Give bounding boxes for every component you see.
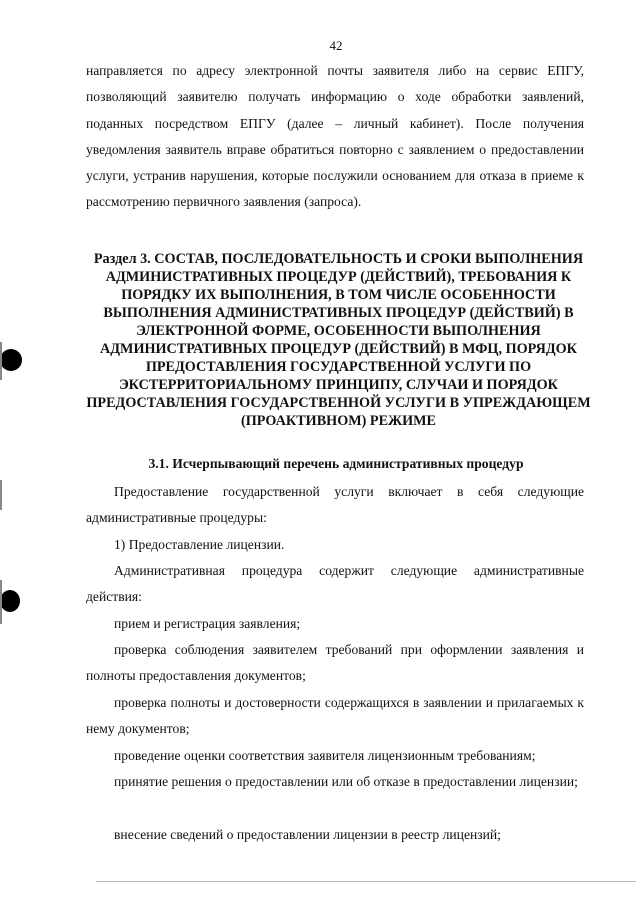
page-number: 42 (329, 38, 343, 53)
action-item-5: принятие решения о предоставлении или об отказе в предоставлении лицензии; (114, 774, 578, 789)
punch-hole-mark (0, 349, 22, 371)
paragraph-actions: Административная процедура содержит следующие административные действия: (86, 563, 584, 605)
scan-edge-mark (0, 342, 2, 380)
section-heading: Раздел 3. СОСТАВ, ПОСЛЕДОВАТЕЛЬНОСТЬ И СРОКИ ВЫПОЛНЕНИЯ АДМИНИСТРАТИВНЫХ ПРОЦЕДУР (ДЕЙСТВИЙ), ТРЕБОВАНИЯ К ПОРЯДКУ ИХ ВЫПОЛНЕНИЯ, В ТОМ ЧИСЛЕ ОСОБЕННОСТИ ВЫПОЛНЕНИЯ АДМИНИСТРАТИВНЫХ ПРОЦЕДУР (ДЕЙСТВИЙ) В ЭЛЕКТРОННОЙ ФОРМЕ, ОСОБЕННОСТИ ВЫПОЛНЕНИЯ АДМИНИСТРАТИВНЫХ ПРОЦЕДУР (ДЕЙСТВИЙ) В МФЦ, ПОРЯДОК ПРЕДОСТАВЛЕНИЯ ГОСУДАРСТВЕННОЙ УСЛУГИ ПО ЭКСТЕРРИТОРИАЛЬНОМУ ПРИНЦИПУ, СЛУЧАИ И ПОРЯДОК ПРЕДОСТАВЛЕНИЯ ГОСУДАРСТВЕННОЙ УСЛУГИ В УПРЕЖДАЮЩЕМ (ПРОАКТИВНОМ) РЕЖИМЕ (86, 251, 591, 429)
punch-hole-mark (0, 590, 20, 612)
action-item-4: проведение оценки соответствия заявителя лицензионным требованиям; (114, 748, 536, 763)
paragraph-procedures: Предоставление государственной услуги включает в себя следующие административные процедуры: (86, 484, 584, 526)
page-bottom-edge (96, 881, 636, 882)
scan-edge-mark (0, 580, 2, 624)
action-item-1: прием и регистрация заявления; (114, 616, 301, 631)
paragraph-intro: направляется по адресу электронной почты заявителя либо на сервис ЕПГУ, позволяющий заявителю получать информацию о ходе обработки заявлений, поданных посредством ЕПГУ (далее – личный кабинет). После получения уведомления заявитель вправе обратиться повторно с заявлением о предоставлении услуги, устранив нарушения, которые послужили основанием для отказа в приеме к рассмотрению первичного заявления (запроса). (86, 63, 584, 210)
subsection-heading: 3.1. Исчерпывающий перечень административных процедур (148, 456, 524, 471)
action-item-3: проверка полноты и достоверности содержащихся в заявлении и прилагаемых к нему документов; (86, 695, 584, 737)
action-item-2: проверка соблюдения заявителем требований при оформлении заявления и полноты предоставления документов; (86, 642, 584, 684)
list-item-license: 1) Предоставление лицензии. (114, 537, 285, 552)
scan-edge-mark (0, 480, 2, 510)
action-item-6: внесение сведений о предоставлении лицензии в реестр лицензий; (114, 827, 501, 842)
